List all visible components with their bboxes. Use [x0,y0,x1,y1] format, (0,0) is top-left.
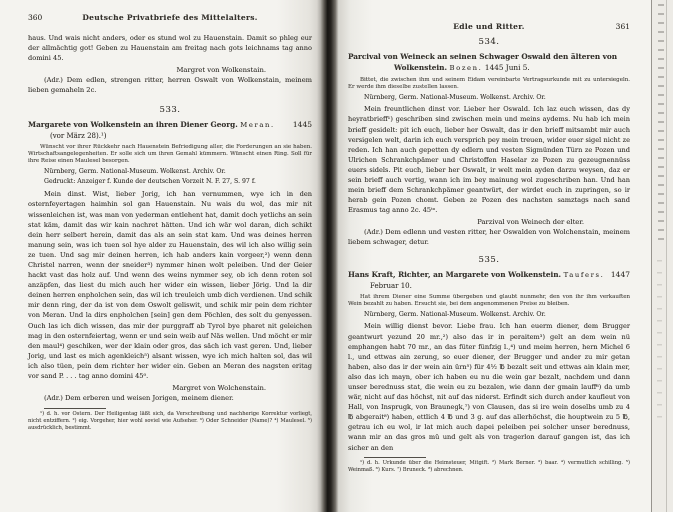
fore-edge-line [666,0,667,512]
next-page-text-fragments [658,4,664,244]
footnotes-right: ¹) d. h. Urkunde über die Heimsteuer, Mitgift. ²) Mark Berner. ³) baar. ⁴) vermutlich schilling. ⁵) Weinmaß. ⁶) Kurs. ⁷) Bruneck. ⁸) abrechnen. [348,459,630,473]
letter-533-heading-date: (vor März 28).¹) [50,131,107,140]
footnote-rule-right [364,457,426,458]
book-fore-edge [651,0,673,512]
left-page [0,0,322,512]
running-title-left: Deutsche Privatbriefe des Mittelalters. [82,13,258,22]
letter-535-body: Mein willig dienst bevor. Liebe frau. Ich han euerm diener, dem Brugger geantwurt yezund 20 mr.,²) also das ir in peraitem³) gelt an dem wein nü emphangen habt 70 mr., an das füter fünfzig l.,⁴) und meim herren, hern Michel 6 l., und ettwas ain zerung, so euer diener, der Brugger und ander zu mir getan haben, also das ir der wein ain ürn⁵) für 4½ ℔ bezalt seit und ettwas ain klain mer, also das ich mayn, ober ich haben eu nu die wein gar bezalt, nachdem und dann unser berednuss stat, die wein eu zu bezalen, wie dann der gmain lauff⁶) da umb wär, nicht auf das höchst, nit auf das niderst. Erfindt sich durch ander kaufleut von Hall, von Insprugk, von Braunegk,⁷) von Clausen, das si ire wein doselbs umb zu 4 ℔ abgerait⁸) haben, ettlich 4 ℔ und 3 g. auf das allerhöchst, die houptwein zu 5 ℔, getrau ich eu wol, ir lat mich auch dapei peleiben pei solcher unser berednuss, wann mir an das gros mü und gelt als von tragerlon darauf gangen ist, das ich sicher an den [348,322,630,452]
prev-letter-address: (Adr.) Dem edlen, strengen ritter, herren Oswalt von Wolkenstain, meinem lieben gemaheln 2c. [28,76,312,95]
letter-535-regest: Hat ihrem Diener eine Summe übergeben und glaubt nunmehr, den von ihr ihm verkauften Wein bezahlt zu haben. Ersucht sie, bei dem angenommenen Preise zu bleiben. [348,294,630,308]
letter-535-heading-place: Taufers. [563,271,605,280]
letter-533-address: (Adr.) Dem erberen und weisen Jorigen, meinem diener. [44,394,234,403]
letter-533-heading-main: Margarete von Wolkenstein an ihren Diener Georg. [28,119,238,129]
page-number-right: 361 [615,22,630,31]
letter-534-regest: Bittet, die zwischen ihm und seinem Eidam vereinbarte Vertragsurkunde mit zu untersiegeln. Er werde ihm dieselbe zustellen lassen. [348,77,630,91]
letter-533-signature: Margret von Wolchenstain. [172,384,266,393]
next-page-text-fragments-lower [657,260,662,420]
book-gutter-shadow [317,0,341,512]
page-number-left: 360 [28,13,43,22]
letter-534-heading-line2 [348,62,630,74]
letter-534-source-archive: Nürnberg, Germ. National-Museum. Wolkenst. Archiv. Or. [364,93,546,101]
footnote-rule-left [44,408,106,409]
letter-533-number: 533. [159,104,181,115]
letter-534-heading-line1: Parcival von Weineck an seinen Schwager Oswald den älteren von [348,52,618,61]
letter-534-signature: Parzival von Weinech der elter. [477,218,584,227]
letter-535-heading-year: 1447 [610,270,630,280]
footnotes-left: ¹) d. h. vor Ostern. Der Heiligentag läßt sich, da Verschreibung und nachherige Korrektur vorliegt, nicht entziffern. ²) eig. Vorgeher, hier wohl soviel wie Aufseher. ³) Oder Schneider (Name)? ⁴) Maulesel. ⁵) ausdrücklich, bestimmt. [28,410,312,431]
letter-533-heading [28,119,312,131]
letter-533-body: Mein dinst. Wist, lieber Jorig, ich han vernummen, wye ich in den osternfeyertagen haimhin sol gan Hauenstain. Nu wais du wol, das mir nit wissenleichen ist, was man von yederman entlehent hat, damit doch yetlichs an sein stat käm, damit das wir kain nachret hätten. Und ich wär wol daran, dich schikt dein herr selbert herein, damit das als an sein stat kam. Und was deines herren manung sein, was ich tuen sol hye alder zu Hauenstain, des wil ich also willig sein ze tuen. Und sag mir deinen herren, ich hab anders kain vorgeer,²) wenn denn Christel narren, wenn der sneider³) nymmer hinen wolt peleiben. Und der Geier hackt vast das holz auf. Und wenn des weins nymmer sey, ob ich denn roten sol anzäpfen, das liest du mich auch her wider ein wissen, lieber Jörig. Und la dir deinen herren enpholchen sein, das wil ich treuleich umb dich verdienen. Und schik mir denn ring, der da ist von dem Oswolt geliswit, und schik mir pein dem richter von Meran. Und la dirs enpholchen [sein] gen dem Pöchlen, des solt du genyessen. Ouch las ich dich wissen, das mir der purggraff ab Tyrol bye pharet nit geleichen mag in den osternfeiertag, wenn er und sein weib auf Näs wellen. Und möcht er mir den maul⁴) geschiken, wer der klain oder gros, das säch ich vast geren. Und, lieber Jorig, und last es mich agenkleich⁵) alsant wissen, wye ich mich halten sol, das wil ich also tüen, pein dem richter her wider ein. Geben an Meran des nagsten eritag vor sand P. . . . tag anno domini 45⁰. [28,190,312,381]
prev-letter-body-end: haus. Und wais nicht anders, oder es stund wol zu Hauenstain. Damit so phleg eur der allmächtig got! Geben zu Hauenstain am freitag nach gots leichnams tag anno domini 45. [28,34,312,63]
letter-534-heading-main: Wolkenstein. [394,63,447,72]
letter-534-number: 534. [478,37,500,47]
letter-535-heading [348,269,630,281]
letter-535-source-archive: Nürnberg, Germ. National-Museum. Wolkenst. Archiv. Or. [364,310,546,318]
letter-534-heading-place: Bozen. [449,64,483,72]
letter-534-heading-date: 1445 Juni 5. [484,63,530,72]
letter-535-number: 535. [478,255,500,266]
letter-534-body: Mein freuntlichen dinst vor. Lieber her Oswald. Ich laz euch wissen, das dy heyratbrieff¹) geschriben sind zwischen mein und meins aydems. Nu hab ich mein brieff gesidelt: pit ich euch, lieber her Oswalt, das ir den brieff mitsambt mir auch versigelen welt, darin ich euch versprich pey mein treuen, wider euer sigel nicht ze reden. Ich han auch gepetten dy edlern und vesten Sigmünden Türn ze Pozen und Ulrichen Schrankchpämer und Christoffen Haselar ze Pozen zu gezeugnennüss euers sidels. Pit euch, lieber her Oswalt, ir welt mein ayden darzu weysen, daz er sein brieff auch vertig, wann ich im bey mainung wol zugeschriben han. Und han mein brieff dem Schrankchpämer geantwürt, der wirdet euch in zupringen, so ir herab gein Pozen chomt. Geben ze Pozen des nachsten samztags nach sand Erasmus tag anno 2c. 45ᵗᵒ. [348,105,630,215]
running-head-right [348,22,630,31]
letter-535-heading-main: Hans Kraft, Richter, an Margarete von Wolkenstein. [348,270,562,280]
letter-533-source-printed: Gedruckt: Anzeiger f. Kunde der deutschen Vorzeit N. F. 27, S. 97 f. [44,177,256,185]
letter-535-heading-date: Februar 10. [370,282,412,291]
running-title-right: Edle und Ritter. [453,22,525,31]
letter-533-regest: Wünscht vor ihrer Rückkehr nach Hauenstein Befriedigung aller, die Forderungen an sie haben. Wirtschaftsangelegenheiten. Er solle sich um ihren Gemahl kümmern. Wünscht einen Ring. Soll für ihre Reise einen Maulesel besorgen. [28,143,312,165]
letter-533-source-archive: Nürnberg, Germ. National-Museum. Wolkenst. Archiv. Or. [44,167,226,175]
letter-533-heading-year: 1445 [292,119,312,129]
right-page [338,0,652,512]
prev-letter-signature: Margret von Wolkenstain. [176,66,266,75]
running-head-left [28,13,312,22]
letter-533-heading-place: Meran. [240,120,275,129]
letter-534-address: (Adr.) Dem edlenn und vesten ritter, her Oswalden von Wolchenstain, meinem liebem schwager, detur. [348,228,630,247]
